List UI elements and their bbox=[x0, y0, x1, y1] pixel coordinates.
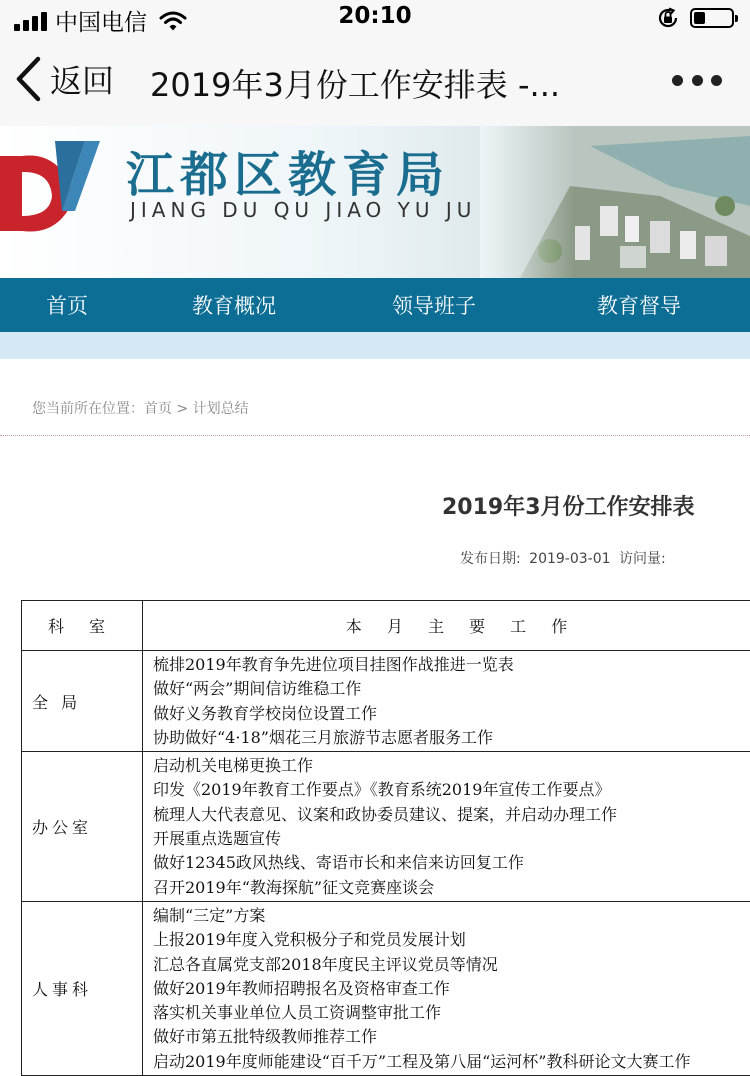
nav-bar bbox=[0, 36, 750, 127]
task-item: 做好义务教育学校岗位设置工作 bbox=[153, 702, 750, 726]
status-bar bbox=[0, 0, 750, 36]
article-meta bbox=[460, 548, 670, 568]
logo-icon bbox=[0, 136, 100, 246]
more-dot-icon bbox=[672, 75, 683, 86]
status-right bbox=[656, 6, 734, 30]
dept-name: 全 局 bbox=[32, 693, 81, 712]
schedule-table bbox=[21, 600, 750, 1076]
task-item: 梳排2019年教育争先进位项目挂图作战推进一览表 bbox=[153, 653, 750, 677]
main-menu bbox=[0, 278, 750, 332]
site-subtitle: JIANG DU QU JIAO YU JU bbox=[130, 198, 476, 222]
status-time: 20:10 bbox=[0, 3, 750, 29]
header-dept: 科 室 bbox=[22, 601, 143, 651]
table-row bbox=[22, 651, 750, 752]
task-item: 印发《2019年教育工作要点》《教育系统2019年宣传工作要点》 bbox=[153, 778, 750, 802]
task-item: 开展重点选题宣传 bbox=[153, 827, 750, 851]
publish-date: 2019-03-01 bbox=[529, 551, 610, 567]
dept-cell bbox=[22, 752, 143, 902]
task-item: 协助做好“4·18”烟花三月旅游节志愿者服务工作 bbox=[153, 726, 750, 750]
task-item: 启动机关电梯更换工作 bbox=[153, 754, 750, 778]
site-title: 江都区教育局 bbox=[126, 136, 450, 205]
table-header-row bbox=[22, 601, 750, 651]
table-row bbox=[22, 752, 750, 902]
dept-cell bbox=[22, 651, 143, 752]
more-dot-icon bbox=[692, 75, 703, 86]
work-cell bbox=[143, 651, 750, 752]
menu-item-overview[interactable]: 教育概况 bbox=[134, 278, 334, 332]
back-button[interactable] bbox=[14, 56, 114, 102]
views-label: 访问量: bbox=[619, 551, 666, 567]
dept-cell bbox=[22, 901, 143, 1075]
work-cell bbox=[143, 901, 750, 1075]
carrier-label: 中国电信 bbox=[55, 4, 147, 37]
back-label: 返回 bbox=[50, 56, 114, 102]
table-row bbox=[22, 901, 750, 1075]
task-item: 启动2019年度师能建设“百千万”工程及第八届“运河杯”教科研论文大赛工作 bbox=[153, 1050, 750, 1074]
chevron-left-icon bbox=[14, 56, 42, 102]
publish-label: 发布日期: bbox=[460, 551, 521, 567]
dept-name: 办公室 bbox=[32, 818, 92, 837]
header-work: 本 月 主 要 工 作 bbox=[143, 601, 750, 651]
battery-icon bbox=[690, 8, 734, 28]
menu-subbar bbox=[0, 332, 750, 359]
battery-fill bbox=[694, 12, 705, 24]
task-item: 做好“两会”期间信访维稳工作 bbox=[153, 677, 750, 701]
task-item: 梳理人大代表意见、议案和政协委员建议、提案，并启动办理工作 bbox=[153, 803, 750, 827]
page-title: 2019年3月份工作安排表 -... bbox=[150, 60, 610, 106]
task-item: 落实机关事业单位人员工资调整审批工作 bbox=[153, 1001, 750, 1025]
article-title: 2019年3月份工作安排表 bbox=[442, 490, 695, 521]
task-item: 做好2019年教师招聘报名及资格审查工作 bbox=[153, 977, 750, 1001]
city-aerial-photo bbox=[480, 126, 750, 278]
task-item: 召开2019年“教海探航”征文竞赛座谈会 bbox=[153, 876, 750, 900]
task-item: 汇总各直属党支部2018年度民主评议党员等情况 bbox=[153, 953, 750, 977]
task-item: 上报2019年度入党积极分子和党员发展计划 bbox=[153, 928, 750, 952]
work-cell bbox=[143, 752, 750, 902]
dept-name: 人事科 bbox=[32, 980, 92, 999]
menu-item-leadership[interactable]: 领导班子 bbox=[334, 278, 534, 332]
site-banner bbox=[0, 126, 750, 278]
more-button[interactable] bbox=[672, 62, 722, 98]
orientation-lock-icon bbox=[656, 6, 680, 30]
more-dot-icon bbox=[711, 75, 722, 86]
task-item: 做好12345政风热线、寄语市长和来信来访回复工作 bbox=[153, 851, 750, 875]
task-item: 做好市第五批特级教师推荐工作 bbox=[153, 1025, 750, 1049]
task-item: 编制“三定”方案 bbox=[153, 904, 750, 928]
table-body bbox=[22, 651, 750, 1076]
menu-item-supervision[interactable]: 教育督导 bbox=[534, 278, 744, 332]
menu-item-home[interactable]: 首页 bbox=[0, 278, 134, 332]
divider bbox=[0, 435, 750, 436]
breadcrumb: 您当前所在位置：首页 > 计划总结 bbox=[32, 398, 249, 418]
